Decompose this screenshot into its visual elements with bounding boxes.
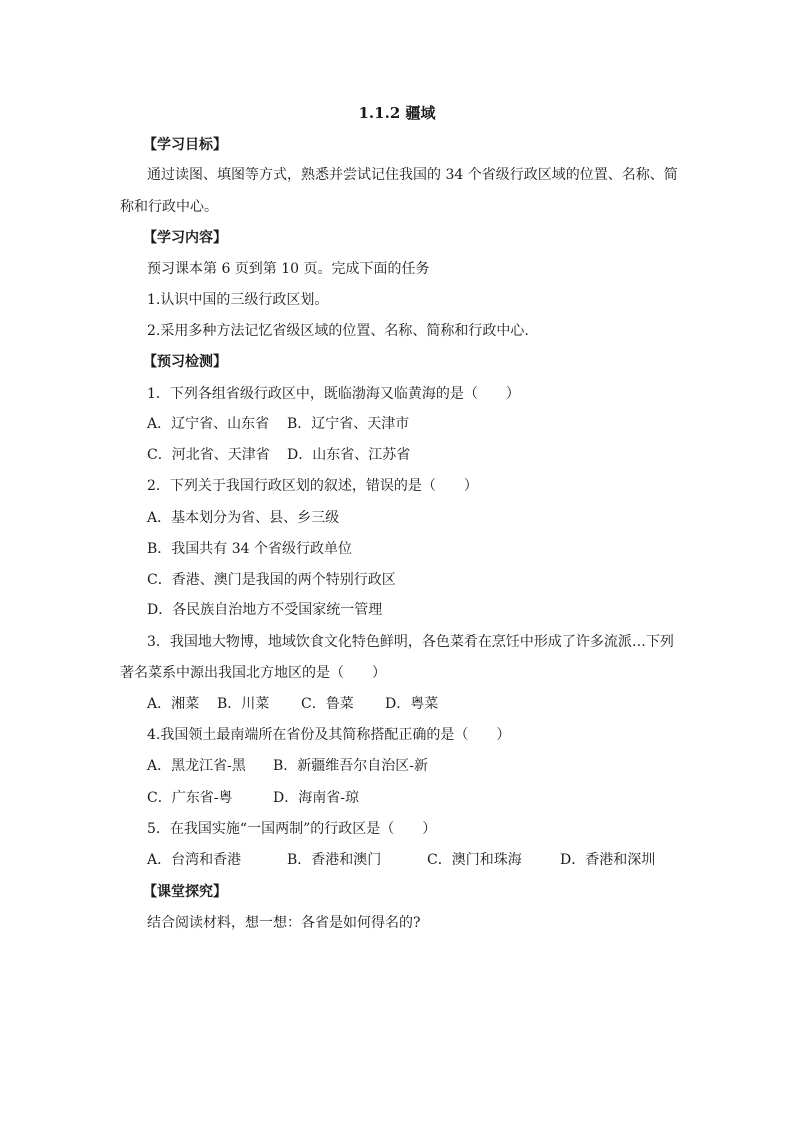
question-5: 5．在我国实施“一国两制”的行政区是（ ）	[147, 821, 437, 837]
q5-option-b: B．香港和澳门	[287, 852, 382, 868]
q4-option-a: A．黑龙江省-黑	[147, 758, 246, 774]
inquiry-text: 结合阅读材料，想一想：各省是如何得名的?	[147, 915, 421, 931]
question-4-options-row-2	[147, 788, 359, 808]
page-title: 1.1.2 疆域	[358, 104, 436, 122]
goal-text-line-2: 称和行政中心。	[120, 199, 218, 215]
q4-option-b: B．新疆维吾尔自治区-新	[273, 758, 429, 774]
q3-option-b: B．川菜	[217, 696, 270, 712]
section-preview-check: 【预习检测】	[143, 354, 227, 370]
section-classroom-inquiry: 【课堂探究】	[143, 884, 227, 900]
question-1-options-row-2	[147, 445, 410, 465]
q1-option-a: A．辽宁省、山东省	[147, 416, 270, 432]
q3-option-d: D．粤菜	[385, 696, 439, 712]
q1-option-c: C．河北省、天津省	[147, 447, 270, 463]
content-line-2: 1.认识中国的三级行政区划。	[147, 292, 329, 308]
content-line-1: 预习课本第 6 页到第 10 页。完成下面的任务	[147, 261, 430, 277]
q5-option-a: A．台湾和香港	[147, 852, 242, 868]
question-3-options	[147, 694, 438, 714]
q3-option-a: A．湘菜	[147, 696, 200, 712]
question-1-options-row-1	[147, 414, 409, 434]
section-learning-content: 【学习内容】	[143, 230, 227, 246]
question-2: 2．下列关于我国行政区划的叙述，错误的是（ ）	[147, 478, 478, 494]
q2-option-c: C．香港、澳门是我国的两个特别行政区	[147, 572, 396, 588]
q5-option-c: C．澳门和珠海	[427, 852, 522, 868]
section-learning-goals: 【学习目标】	[143, 137, 227, 153]
question-3-line-1: 3．我国地大物博，地域饮食文化特色鲜明，各色菜肴在烹饪中形成了许多流派…下列	[147, 634, 674, 650]
question-4-options-row-1	[147, 756, 428, 776]
content-line-3: 2.采用多种方法记忆省级区域的位置、名称、简称和行政中心.	[147, 323, 529, 339]
q4-option-d: D．海南省-琼	[273, 790, 359, 806]
q4-option-c: C．广东省-粤	[147, 790, 233, 806]
q2-option-a: A．基本划分为省、县、乡三级	[147, 510, 340, 526]
question-5-options	[147, 850, 655, 870]
q1-option-d: D．山东省、江苏省	[287, 447, 411, 463]
q5-option-d: D．香港和深圳	[560, 852, 656, 868]
q2-option-d: D．各民族自治地方不受国家统一管理	[147, 602, 383, 618]
q2-option-b: B．我国共有 34 个省级行政单位	[147, 541, 353, 557]
question-3-line-2: 著名菜系中源出我国北方地区的是（ ）	[120, 665, 386, 681]
goal-text-line-1: 通过读图、填图等方式，熟悉并尝试记住我国的 34 个省级行政区域的位置、名称、简	[147, 167, 678, 183]
question-4: 4.我国领土最南端所在省份及其简称搭配正确的是（ ）	[147, 727, 511, 743]
q1-option-b: B．辽宁省、天津市	[287, 416, 410, 432]
q3-option-c: C．鲁菜	[301, 696, 354, 712]
question-1: 1．下列各组省级行政区中，既临渤海又临黄海的是（ ）	[147, 386, 520, 402]
